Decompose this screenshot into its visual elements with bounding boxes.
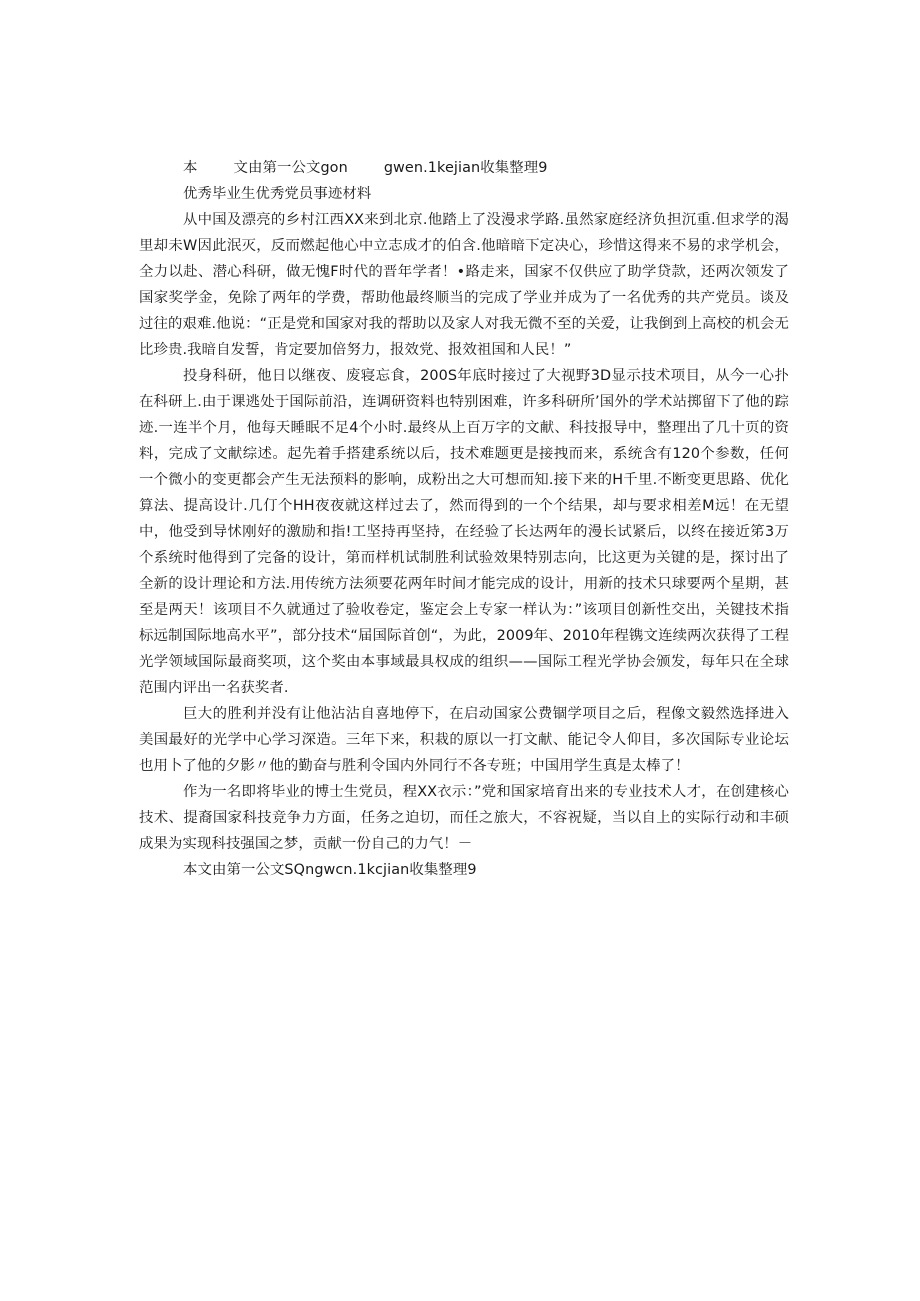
paragraph-3: 巨大的胜利并没有让他沾沾自喜地停下，在启动国家公费锢学项目之后，程像文毅然选择进入美国最好的光学中心学习深造。三年下来，积栽的原以一打文献、能记令人仰目，多次国际专业论坛也用卜了他的夕影〃他的勤奋与胜利令国内外同行不各专班；中国用学生真是太棒了！ [139, 706, 789, 774]
paragraph-1: 从中国及漂亮的乡村江西XX来到北京.他踏上了没漫求学路.虽然家庭经济负担沉重.但求学的渴里却未W因此泯灭，反而燃起他心中立志成才的伯含.他暗暗下定决心，珍惜这得来不易的求学机会，全力以赴、潜心科研，做无愧F时代的晋年学者！•路走来，国家不仅供应了助学贷款，还两次领发了国家奖学金，免除了两年的学费，帮助他最终顺当的完成了学业并成为了一名优秀的共产党员。谈及过往的艰难.他说：“正是党和国家对我的帮助以及家人对我无微不至的关爱，让我倒到上高校的机会无比珍贵.我暗自发誓，肯定要加倍努力，报效党、报效祖国和人民！” [139, 212, 789, 358]
header-note-part-2: 文由第一公文gon [233, 160, 348, 176]
header-note-part-3: gwen.1kejian收集整理9 [383, 160, 548, 176]
header-note [139, 155, 789, 181]
header-note-part-1: 本 [183, 160, 198, 176]
footer-note: 本文由第一公文SQngwcn.1kcjian收集整理9 [183, 862, 477, 878]
paragraph-4: 作为一名即将毕业的博士生党员，程XX衣示：”党和国家培育出来的专业技术人才，在创建核心技术、提裔国家科技竞争力方面，任务之迫切，而任之旅大，不容祝疑，当以自上的实际行动和丰硕成果为实现科技强国之梦，贡献一份自己的力气！－ [139, 784, 789, 852]
paragraph-2: 投身科研，他日以继夜、废寝忘食，200S年底时接过了大视野3D显示技术项目，从今一心扑在科研上.由于课逃处于国际前沿，连调研资料也特别困难，许多科研所’国外的学术站掷留下了他的踪迹.一连半个月，他每天睡眠不足4个小时.最终从上百万字的文献、科技报导中，整理出了几十页的资料，完成了文献综述。起先着手搭建系统以后，技术难题更是接拽而来，系统含有120个参数，任何一个微小的变更都会产生无法预料的影响，成粉出之大可想而知.接下来的H千里.不断变更思路、优化算法、提高设计.几仃个HH夜夜就这样过去了，然而得到的一个个结果，却与要求相差M远！在无望中，他受到导怵刚好的激励和指!工坚持再坚持，在经验了长达两年的漫长试紧后，以终在接近笫3万个系统时他得到了完备的设计，第而样机试制胜利试验效果特别志向，比这更为关键的是，探讨出了全新的设计理论和方法.用传统方法须要花两年时间才能完成的设计，用新的技术只球要两个星期，甚至是两天！该项目不久就通过了验收卷定，鉴定会上专家一样认为：”该项目创新性交出，关键技术指标远制国际地高水平”，部分技术“届国际首创“，为此，2009年、2010年程镌文连续两次获得了工程光学领域国际最商奖项，这个奖由本事域最具权成的组织——国际工程光学协会颁发，每年只在全球范围内评出一名获奖者. [139, 368, 789, 696]
document-body [139, 155, 789, 883]
document-title: 优秀毕业生优秀党员事迹材料 [183, 186, 372, 202]
